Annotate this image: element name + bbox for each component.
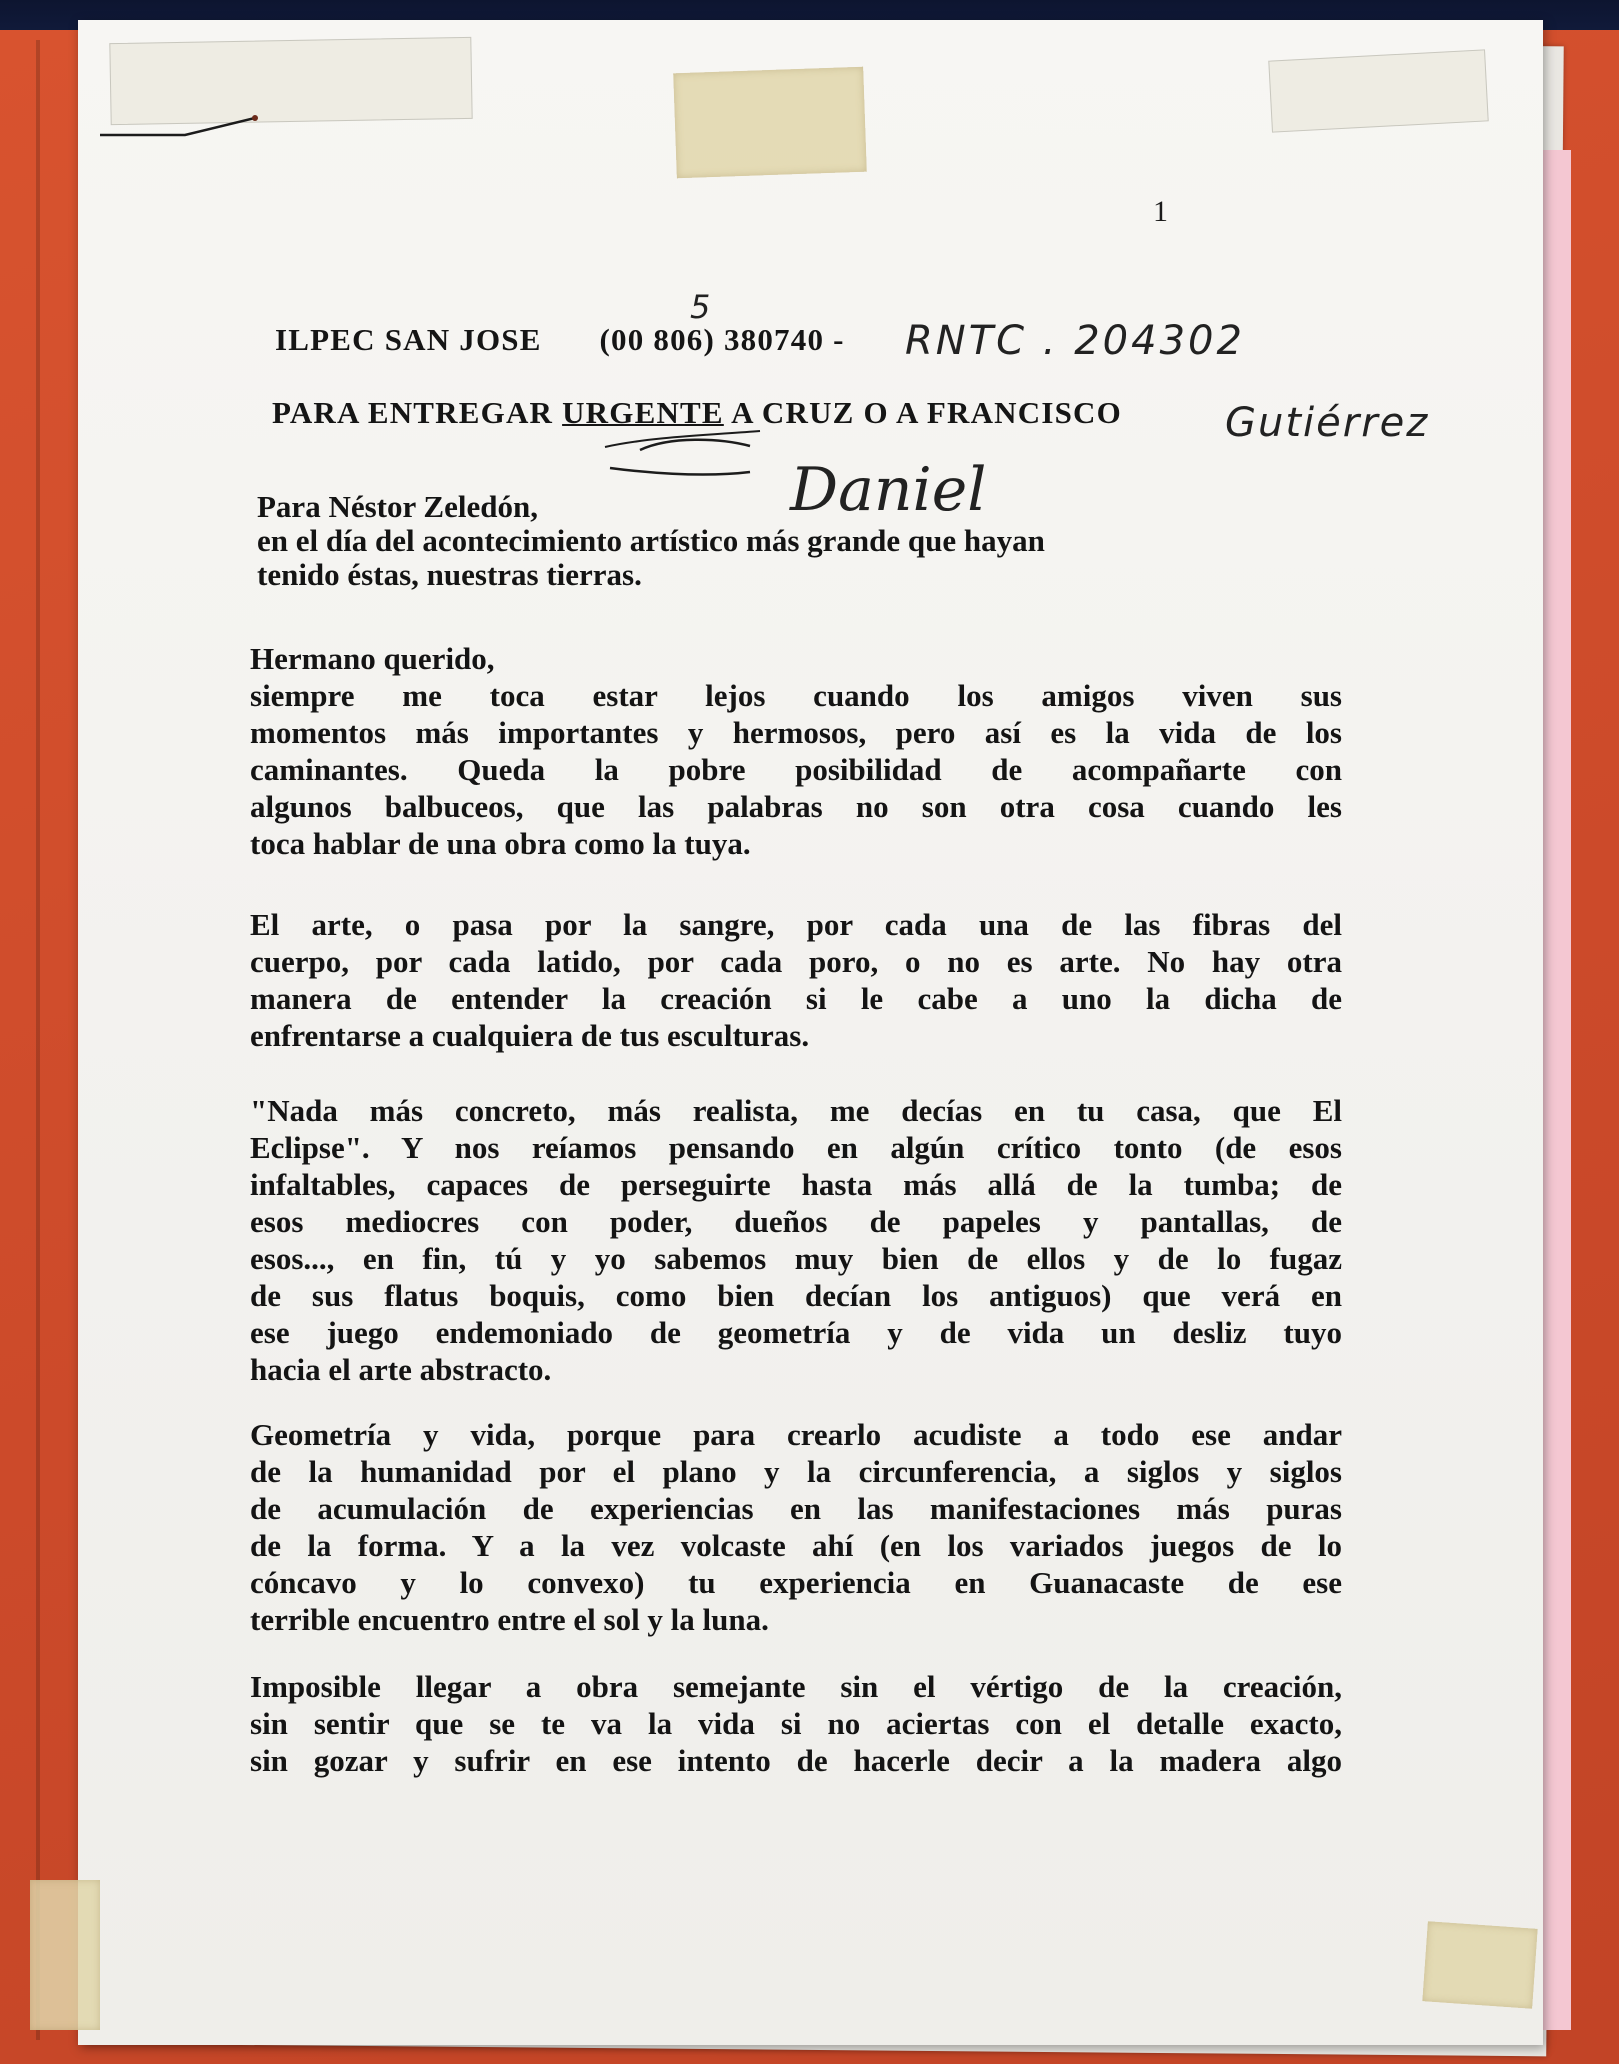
paragraph-3 (250, 1092, 1342, 1388)
urgent-text: URGENTE (562, 395, 724, 430)
paragraph-line: Geometría y vida, porque para crearlo acudiste a todo ese andar (250, 1417, 1342, 1452)
paragraph-line: cóncavo y lo convexo) tu experiencia en Guanacaste de ese (250, 1565, 1342, 1600)
folder-crease (36, 40, 40, 2040)
delivery-prefix: PARA ENTREGAR (272, 395, 554, 430)
paragraph-line: de sus flatus boquis, como bien decían los antiguos) que verá en (250, 1278, 1342, 1313)
paragraph-line: El arte, o pasa por la sangre, por cada una de las fibras del (250, 907, 1342, 942)
paragraph-line: Hermano querido, (250, 641, 495, 676)
paragraph-line: toca hablar de una obra como la tuya. (250, 826, 751, 861)
handwritten-note: RNTC . 204302 (905, 318, 1245, 364)
paragraph-line: manera de entender la creación si le cabe a uno la dicha de (250, 981, 1342, 1016)
paragraph-4 (250, 1416, 1342, 1638)
paragraph-line: esos mediocres con poder, dueños de papeles y pantallas, de (250, 1204, 1342, 1239)
paragraph-line: infaltables, capaces de perseguirte hasta más allá de la tumba; de (250, 1167, 1342, 1202)
handwritten-signature: Daniel (790, 455, 987, 525)
greeting-line: tenido éstas, nuestras tierras. (257, 557, 642, 592)
paragraph-5 (250, 1668, 1342, 1779)
paragraph-line: enfrentarse a cualquiera de tus esculturas. (250, 1018, 810, 1053)
paragraph-line: siempre me toca estar lejos cuando los amigos viven sus (250, 678, 1342, 713)
paragraph-line: esos..., en fin, tú y yo sabemos muy bien de ellos y de lo fugaz (250, 1241, 1342, 1276)
phone-number: (00 806) 380740 - (599, 322, 845, 357)
greeting (257, 490, 1337, 592)
paragraph-line: caminantes. Queda la pobre posibilidad de acompañarte con (250, 752, 1342, 787)
paragraph-1 (250, 640, 1342, 862)
paragraph-line: momentos más importantes y hermosos, pero así es la vida de los (250, 715, 1342, 750)
paragraph-line: algunos balbuceos, que las palabras no son otra cosa cuando les (250, 789, 1342, 824)
paragraph-line: "Nada más concreto, más realista, me decías en tu casa, que El (250, 1093, 1342, 1128)
institution-text: ILPEC SAN JOSE (275, 322, 542, 357)
paragraph-2 (250, 906, 1342, 1054)
greeting-line: Para Néstor Zeledón, (257, 489, 538, 524)
paragraph-line: cuerpo, por cada latido, por cada poro, o no es arte. No hay otra (250, 944, 1342, 979)
tape-bottom-right (1422, 1921, 1537, 2008)
delivery-recipients: A CRUZ O A FRANCISCO (731, 395, 1122, 430)
paragraph-line: ese juego endemoniado de geometría y de vida un desliz tuyo (250, 1315, 1342, 1350)
paragraph-line: sin gozar y sufrir en ese intento de hacerle decir a la madera algo (250, 1743, 1342, 1778)
paragraph-line: de la humanidad por el plano y la circunferencia, a siglos y siglos (250, 1454, 1342, 1489)
pen-mark (95, 110, 275, 150)
page-number: 1 (1153, 195, 1168, 228)
paragraph-line: sin sentir que se te va la vida si no aciertas con el detalle exacto, (250, 1706, 1342, 1741)
header-line-1 (275, 322, 845, 358)
handwritten-digit: 5 (690, 288, 711, 326)
paragraph-line: terrible encuentro entre el sol y la luna. (250, 1602, 769, 1637)
paragraph-line: hacia el arte abstracto. (250, 1352, 552, 1387)
greeting-line: en el día del acontecimiento artístico más grande que hayan (257, 523, 1045, 558)
paragraph-line: de la forma. Y a la vez volcaste ahí (en los variados juegos de lo (250, 1528, 1342, 1563)
tape-bottom-left (30, 1880, 100, 2030)
urgent-underline-scribble (600, 425, 770, 455)
paragraph-line: Imposible llegar a obra semejante sin el vértigo de la creación, (250, 1669, 1342, 1704)
tape-top-right (1268, 49, 1488, 132)
paragraph-line: Eclipse". Y nos reíamos pensando en algún crítico tonto (de esos (250, 1130, 1342, 1165)
paragraph-line: de acumulación de experiencias en las manifestaciones más puras (250, 1491, 1342, 1526)
handwritten-surname: Gutiérrez (1225, 400, 1430, 446)
tape-top-center (673, 67, 867, 179)
